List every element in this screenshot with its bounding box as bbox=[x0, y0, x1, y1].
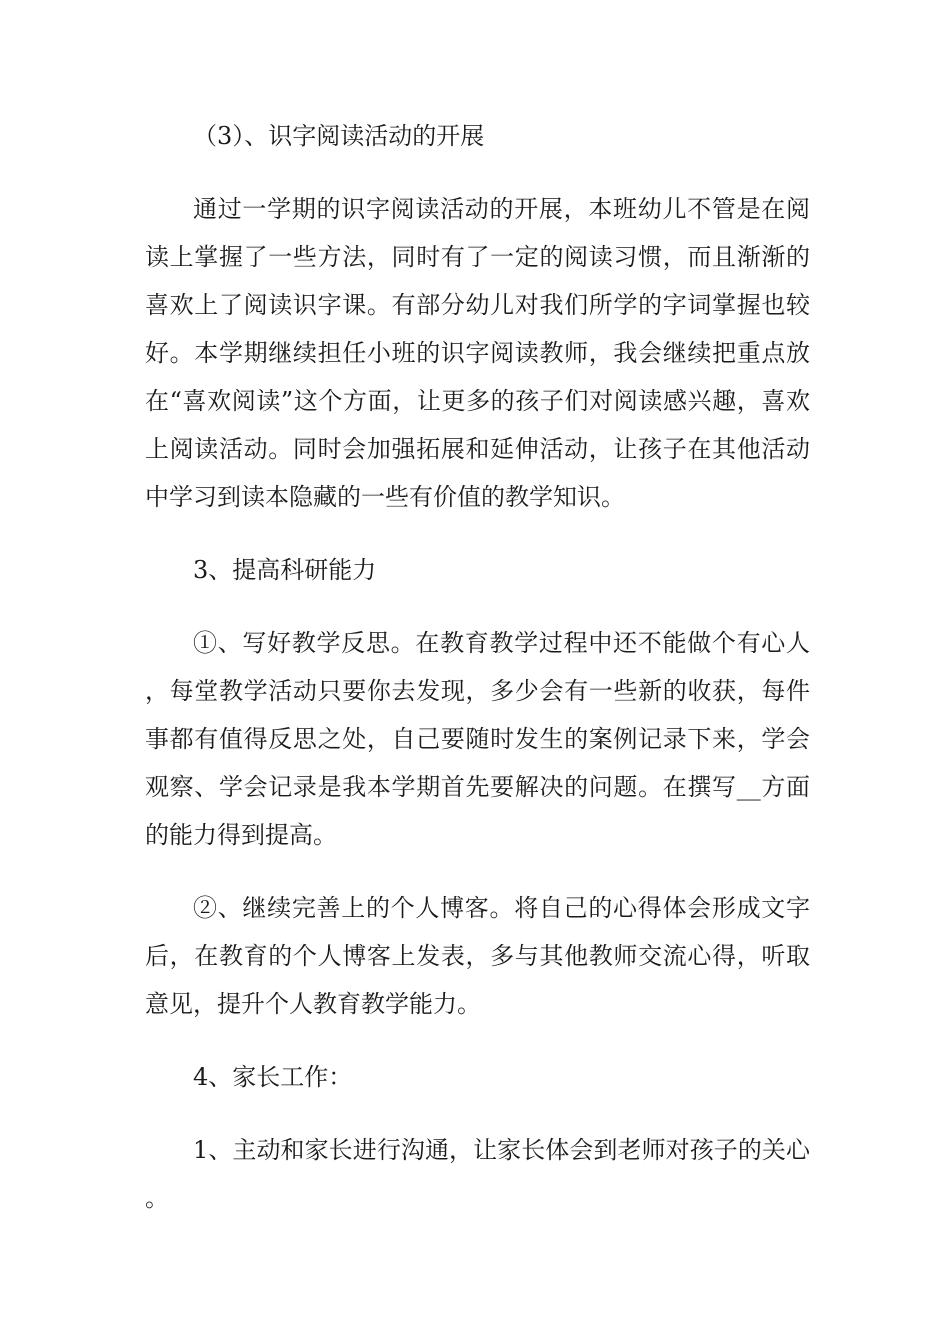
paragraph-teaching-reflection: ①、写好教学反思。在教育教学过程中还不能做个有心人，每堂教学活动只要你去发现，多少会有一些新的收获，每件事都有值得反思之处，自己要随时发生的案例记录下来，学会观察、学会记录是我本学期首先要解决的问题。在撰写__方面的能力得到提高。 bbox=[145, 629, 810, 849]
paragraph-personal-blog: ②、继续完善上的个人博客。将自己的心得体会形成文字后，在教育的个人博客上发表，多与其他教师交流心得，听取意见，提升个人教育教学能力。 bbox=[145, 894, 810, 1018]
paragraph-parent-communication: 1、主动和家长进行沟通，让家长体会到老师对孩子的关心。 bbox=[145, 1136, 810, 1212]
section-heading-research: 3、提高科研能力 bbox=[193, 556, 377, 584]
section-heading-reading-activity: （3）、识字阅读活动的开展 bbox=[193, 122, 485, 150]
section-heading-parent-work: 4、家长工作： bbox=[193, 1063, 353, 1091]
paragraph-reading-summary: 通过一学期的识字阅读活动的开展，本班幼儿不管是在阅读上掌握了一些方法，同时有了一定的阅读习惯，而且渐渐的喜欢上了阅读识字课。有部分幼儿对我们所学的字词掌握也较好。本学期继续担任小班的识字阅读教师，我会继续把重点放在“喜欢阅读”这个方面，让更多的孩子们对阅读感兴趣，喜欢上阅读活动。同时会加强拓展和延伸活动，让孩子在其他活动中学习到读本隐藏的一些有价值的教学知识。 bbox=[145, 195, 810, 511]
document-body bbox=[145, 112, 810, 1222]
